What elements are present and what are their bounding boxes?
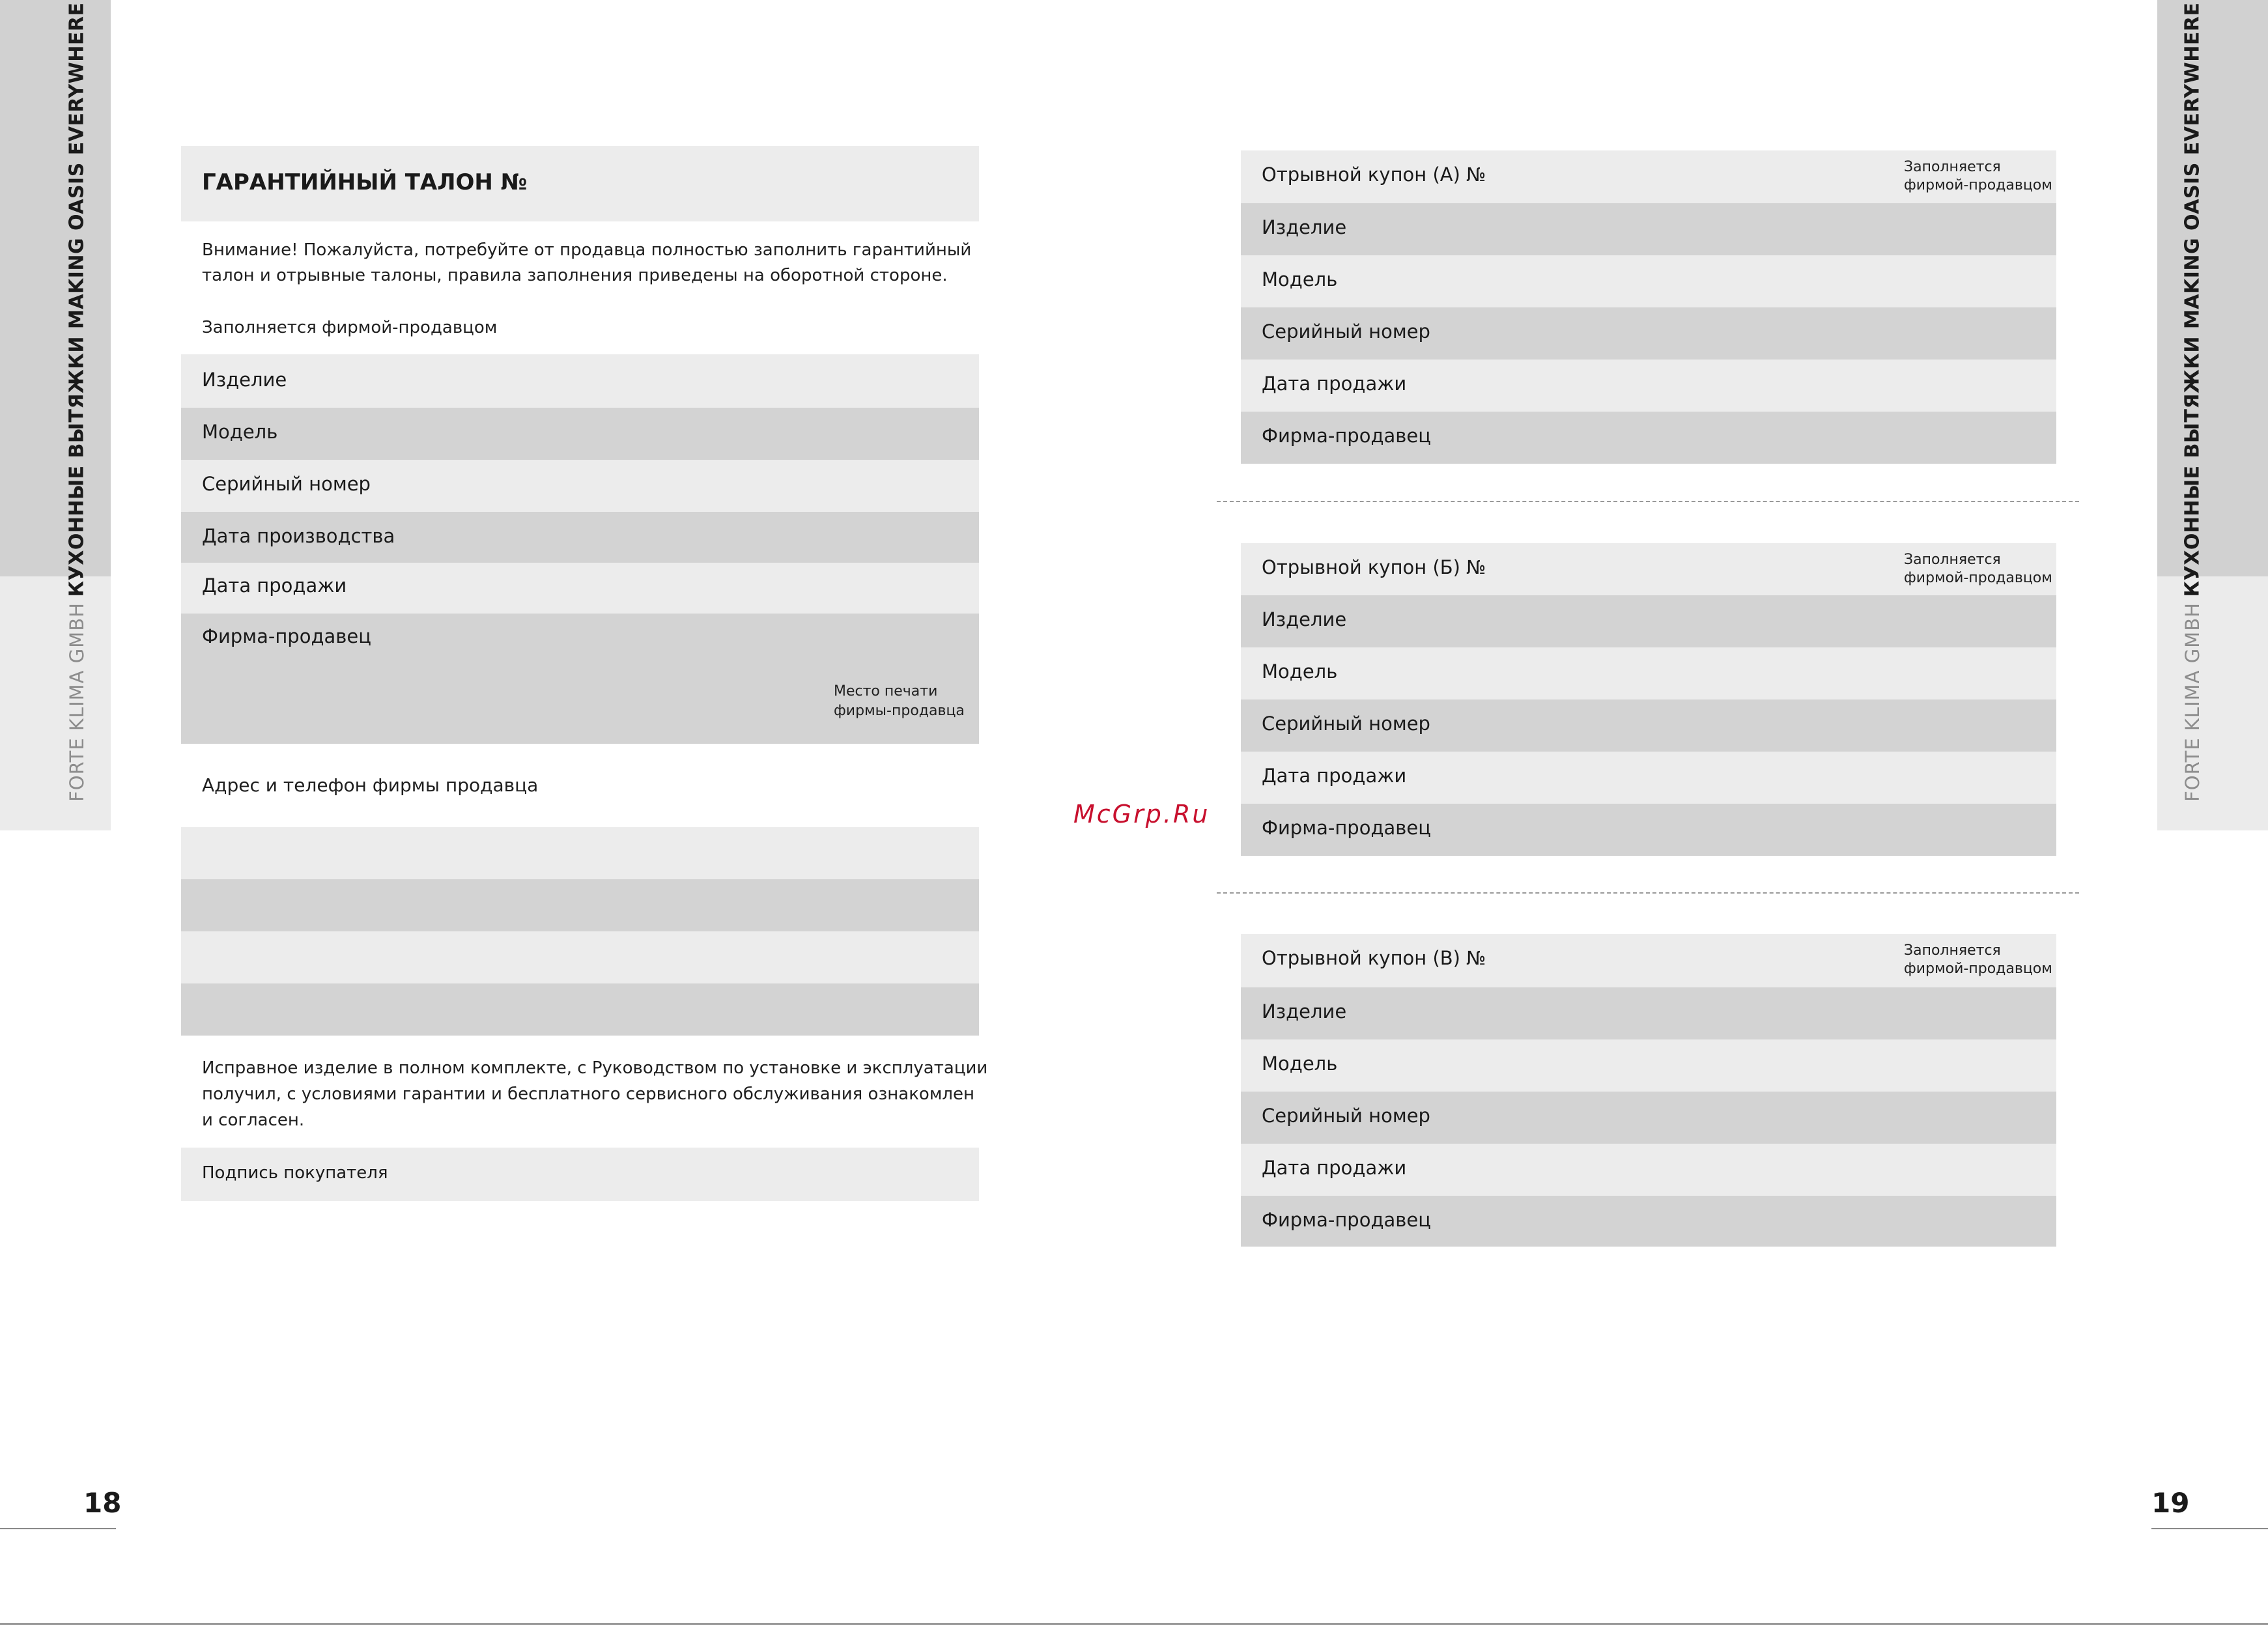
warranty-field-product[interactable]	[181, 354, 979, 408]
stamp-place-2: фирмы-продавца	[834, 703, 965, 719]
field-label: Модель	[1262, 660, 1338, 683]
warranty-field-seller[interactable]	[181, 614, 979, 744]
field-label: Модель	[1262, 268, 1338, 290]
confirm-text-2: получил, с условиями гарантии и бесплатного сервисного обслуживания ознакомлен	[202, 1084, 975, 1104]
coupon-v-title: Отрывной купон (В) №	[1262, 947, 1486, 969]
field-label: Фирма-продавец	[1262, 817, 1431, 839]
warranty-title: ГАРАНТИЙНЫЙ ТАЛОН №	[202, 169, 528, 195]
coupon-b-field-serial[interactable]	[1241, 699, 2056, 752]
page-number-left-underline	[0, 1528, 116, 1529]
warranty-field-sale-date[interactable]	[181, 563, 979, 614]
coupon-v-field-serial[interactable]	[1241, 1092, 2056, 1144]
coupon-a-field-product[interactable]	[1241, 203, 2056, 255]
address-line-2[interactable]	[181, 879, 979, 931]
address-line-1[interactable]	[181, 827, 979, 879]
field-label: Серийный номер	[202, 473, 371, 495]
address-line-4[interactable]	[181, 983, 979, 1036]
coupon-b-note-1: Заполняется	[1904, 552, 2001, 568]
page-number-right-underline	[2151, 1528, 2268, 1529]
address-label: Адрес и телефон фирмы продавца	[202, 774, 539, 796]
side-company-left: FORTE KLIMA GMBH	[66, 602, 88, 802]
field-label: Фирма-продавец	[202, 625, 371, 647]
side-company-right: FORTE KLIMA GMBH	[2181, 602, 2204, 802]
field-label: Изделие	[1262, 216, 1347, 238]
field-label: Изделие	[202, 369, 287, 391]
coupon-b-field-product[interactable]	[1241, 595, 2056, 647]
warranty-notice-1: Внимание! Пожалуйста, потребуйте от продавца полностью заполнить гарантийный	[202, 240, 972, 260]
coupon-v-field-product[interactable]	[1241, 987, 2056, 1039]
coupon-v-title-row	[1241, 934, 2056, 987]
field-label: Серийный номер	[1262, 713, 1430, 735]
field-label: Изделие	[1262, 608, 1347, 630]
warranty-title-bar	[181, 146, 979, 221]
coupon-b-field-sale-date[interactable]	[1241, 752, 2056, 804]
side-title-left: КУХОННЫЕ ВЫТЯЖКИ MAKING OASIS EVERYWHERE	[65, 2, 89, 597]
signature-label: Подпись покупателя	[202, 1163, 388, 1183]
coupon-a-field-seller[interactable]	[1241, 412, 2056, 464]
confirm-text-3: и согласен.	[202, 1110, 305, 1130]
warranty-filled-by: Заполняется фирмой-продавцом	[202, 318, 498, 337]
coupon-a-title-row	[1241, 150, 2056, 203]
field-label: Дата продажи	[1262, 765, 1407, 787]
page-number-left: 18	[83, 1487, 122, 1519]
coupon-a-note-1: Заполняется	[1904, 159, 2001, 175]
warranty-notice-2: талон и отрывные талоны, правила заполнения приведены на оборотной стороне.	[202, 266, 948, 285]
coupon-b-note-2: фирмой-продавцом	[1904, 570, 2052, 586]
coupon-v-field-seller[interactable]	[1241, 1196, 2056, 1247]
side-title-right: КУХОННЫЕ ВЫТЯЖКИ MAKING OASIS EVERYWHERE	[2181, 2, 2204, 597]
tear-line-1	[1217, 501, 2079, 502]
field-label: Дата продажи	[1262, 1157, 1407, 1179]
field-label: Серийный номер	[1262, 320, 1430, 343]
field-label: Изделие	[1262, 1000, 1347, 1023]
coupon-b-field-model[interactable]	[1241, 647, 2056, 699]
coupon-a-note-2: фирмой-продавцом	[1904, 177, 2052, 193]
field-label: Серийный номер	[1262, 1105, 1430, 1127]
field-label: Дата производства	[202, 525, 395, 547]
field-label: Модель	[202, 421, 278, 443]
coupon-v-field-sale-date[interactable]	[1241, 1144, 2056, 1196]
coupon-b-field-seller[interactable]	[1241, 804, 2056, 856]
side-tab-right-company	[2157, 576, 2268, 830]
side-tab-left-company	[0, 576, 111, 830]
coupon-a-field-sale-date[interactable]	[1241, 360, 2056, 412]
stamp-place-1: Место печати	[834, 683, 938, 699]
field-label: Фирма-продавец	[1262, 1209, 1431, 1231]
tear-line-2	[1217, 892, 2079, 894]
side-tab-left-title	[0, 0, 111, 576]
field-label: Дата продажи	[202, 574, 347, 597]
field-label: Фирма-продавец	[1262, 425, 1431, 447]
signature-field[interactable]	[181, 1148, 979, 1201]
warranty-field-serial[interactable]	[181, 460, 979, 512]
page-number-right: 19	[2151, 1487, 2190, 1519]
watermark: McGrp.Ru	[1073, 800, 1210, 828]
coupon-v-note-1: Заполняется	[1904, 942, 2001, 959]
address-line-3[interactable]	[181, 931, 979, 983]
coupon-v-note-2: фирмой-продавцом	[1904, 961, 2052, 977]
field-label: Дата продажи	[1262, 373, 1407, 395]
coupon-b-title: Отрывной купон (Б) №	[1262, 556, 1486, 578]
warranty-field-model[interactable]	[181, 408, 979, 460]
coupon-b-title-row	[1241, 543, 2056, 595]
coupon-v-field-model[interactable]	[1241, 1039, 2056, 1092]
coupon-a-title: Отрывной купон (А) №	[1262, 163, 1486, 186]
confirm-text-1: Исправное изделие в полном комплекте, с Руководством по установке и эксплуатации	[202, 1058, 988, 1078]
field-label: Модель	[1262, 1053, 1338, 1075]
side-tab-right-title	[2157, 0, 2268, 576]
warranty-field-production-date[interactable]	[181, 512, 979, 563]
coupon-a-field-serial[interactable]	[1241, 307, 2056, 360]
coupon-a-field-model[interactable]	[1241, 255, 2056, 307]
